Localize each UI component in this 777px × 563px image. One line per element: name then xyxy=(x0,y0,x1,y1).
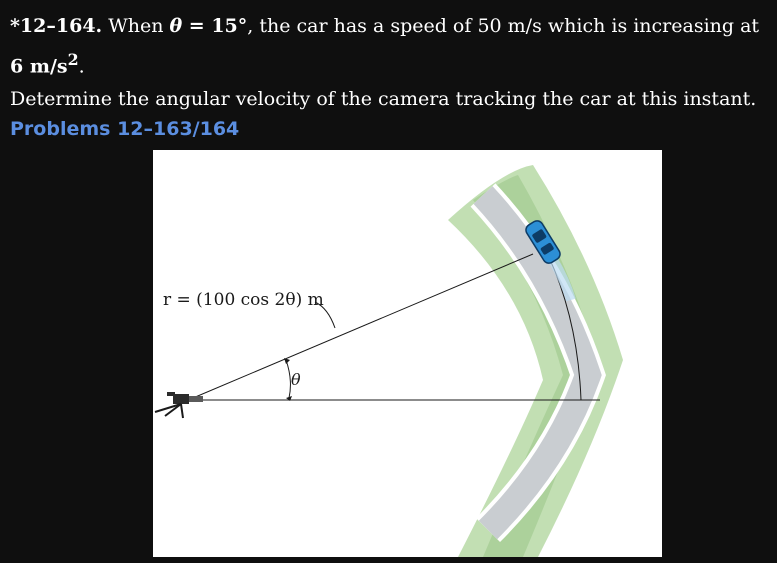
camera-icon xyxy=(155,392,203,418)
angle-arc xyxy=(286,360,290,398)
problem-statement xyxy=(10,10,770,116)
acceleration-exponent: 2 xyxy=(67,50,79,69)
problem-text-2: , the car has a speed of 50 m/s which is increasing at xyxy=(247,15,760,37)
problem-figure xyxy=(153,150,662,557)
angle-theta-label: θ xyxy=(291,370,301,389)
figure-drawing xyxy=(153,150,662,557)
theta-value: = 15° xyxy=(182,15,248,37)
problem-text-3: . xyxy=(78,55,85,78)
problem-question: Determine the angular velocity of the camera tracking the car at this instant. xyxy=(10,88,757,111)
radius-line xyxy=(193,254,533,398)
problem-text-1: When xyxy=(108,15,170,37)
acceleration-value: 6 m/s xyxy=(10,55,68,78)
radius-formula-label: r = (100 cos 2θ) m xyxy=(163,290,324,310)
problem-number: *12–164. xyxy=(10,15,103,37)
theta-symbol: θ xyxy=(169,15,183,37)
problems-heading: Problems 12–163/164 xyxy=(10,118,240,140)
